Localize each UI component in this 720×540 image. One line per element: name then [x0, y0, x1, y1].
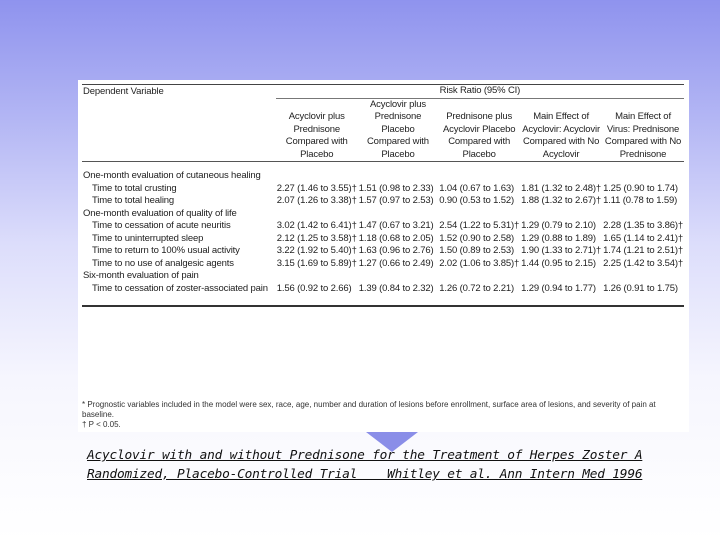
- row-label: Time to return to 100% usual activity: [92, 245, 240, 256]
- subheader-main-effect-prednisone: Main Effect of Virus: Prednisone Compared with No Prednisone: [604, 111, 682, 160]
- table-cell: 1.26 (0.72 to 2.21): [439, 282, 515, 294]
- table-cell: 1.56 (0.92 to 2.66): [276, 282, 352, 294]
- table-cell: 1.39 (0.84 to 2.32): [358, 282, 434, 294]
- risk-ratio-table: [82, 84, 684, 307]
- table-cell: 1.74 (1.21 to 2.51)†: [603, 245, 683, 256]
- table-row: [82, 258, 684, 271]
- table-cell: 1.44 (0.95 to 2.15): [521, 257, 596, 269]
- footnote-prognostic-variables: * Prognostic variables included in the model were sex, race, age, number and duration of lesions before enrollment, surface area of lesions, and severity of pain at baseline.: [82, 400, 656, 419]
- table-cell: 2.12 (1.25 to 3.58)†: [276, 232, 357, 244]
- table-row: [82, 220, 684, 233]
- row-label: Time to no use of analgesic agents: [92, 257, 234, 269]
- table-cell: 2.02 (1.06 to 3.85)†: [439, 257, 520, 269]
- table-subheader-row: [82, 98, 684, 162]
- subheader-prednisone-acyclovir-placebo: Prednisone plus Acyclovir Placebo Compared with Placebo: [442, 111, 516, 160]
- table-cell: 2.07 (1.26 to 3.38)†: [276, 195, 357, 206]
- table-cell: 1.81 (1.32 to 2.48)†: [521, 182, 602, 194]
- row-label: Time to total healing: [92, 195, 175, 206]
- row-label: Time to uninterrupted sleep: [92, 232, 204, 244]
- table-cell: 1.27 (0.66 to 2.49): [358, 257, 434, 269]
- table-cell: 2.27 (1.46 to 3.55)†: [276, 182, 357, 194]
- table-cell: 0.90 (0.53 to 1.52): [439, 195, 515, 206]
- subheader-acyclovir-prednisone: Acyclovir plus Prednisone Compared with Placebo: [285, 111, 348, 160]
- table-cell: 1.18 (0.68 to 2.05): [358, 232, 434, 244]
- table-cell: 1.47 (0.67 to 3.21): [358, 220, 434, 231]
- section-title: One-month evaluation of cutaneous healing: [83, 170, 261, 181]
- table-cell: 1.11 (0.78 to 1.59): [603, 195, 678, 206]
- table-cell: 1.63 (0.96 to 2.76): [358, 245, 434, 256]
- table-cell: 1.52 (0.90 to 2.58): [439, 232, 515, 244]
- figure-caption: [87, 446, 697, 484]
- table-cell: 2.54 (1.22 to 5.31)†: [439, 220, 520, 231]
- table-row: [82, 195, 684, 208]
- row-label: Time to cessation of zoster-associated pain: [92, 282, 268, 294]
- table-footnotes: [82, 400, 682, 430]
- caption-line-2: Randomized, Placebo-Controlled Trial Whitley et al. Ann Intern Med 1996: [87, 467, 643, 482]
- table-row: [82, 183, 684, 196]
- table-cell: 1.29 (0.88 to 1.89): [521, 232, 596, 244]
- table-cell: 2.28 (1.35 to 3.86)†: [603, 220, 683, 231]
- dependent-variable-header: Dependent Variable: [82, 85, 276, 99]
- subheader-acyclovir-prednisone-placebo: Acyclovir plus Prednisone Placebo Compared with Placebo: [366, 98, 429, 160]
- table-row: [82, 245, 684, 258]
- risk-ratio-group-header: Risk Ratio (95% CI): [276, 85, 684, 99]
- table-row: [82, 283, 684, 296]
- section-title: Six-month evaluation of pain: [83, 270, 199, 281]
- section-header-row: [82, 208, 684, 221]
- subheader-main-effect-acyclovir: Main Effect of Acyclovir: Acyclovir Compared with No Acyclovir: [522, 111, 600, 160]
- table-cell: 1.50 (0.89 to 2.53): [439, 245, 515, 256]
- table-cell: 1.25 (0.90 to 1.74): [603, 182, 678, 194]
- section-header-row: [82, 170, 684, 183]
- table-cell: 3.15 (1.69 to 5.89)†: [276, 257, 357, 269]
- row-label: Time to total crusting: [92, 182, 177, 194]
- risk-ratio-table-figure: [78, 80, 689, 432]
- table-cell: 1.88 (1.32 to 2.67)†: [521, 195, 602, 206]
- section-header-row: [82, 270, 684, 283]
- table-cell: 1.65 (1.14 to 2.41)†: [603, 232, 683, 244]
- table-cell: 3.02 (1.42 to 6.41)†: [276, 220, 357, 231]
- table-cell: 1.29 (0.79 to 2.10): [521, 220, 596, 231]
- section-title: One-month evaluation of quality of life: [83, 207, 237, 219]
- footnote-significance: † P < 0.05.: [82, 420, 121, 429]
- table-cell: 1.90 (1.33 to 2.71)†: [521, 245, 602, 256]
- table-cell: 1.04 (0.67 to 1.63): [439, 182, 515, 194]
- caption-line-1: Acyclovir with and without Prednisone for the Treatment of Herpes Zoster A: [87, 448, 643, 463]
- table-header-row: [82, 85, 684, 99]
- table-cell: 1.29 (0.94 to 1.77): [521, 282, 596, 294]
- table-cell: 1.51 (0.98 to 2.33): [358, 182, 434, 194]
- table-row: [82, 233, 684, 246]
- row-label: Time to cessation of acute neuritis: [92, 220, 231, 231]
- table-bottom-rule: [82, 295, 684, 306]
- table-cell: 3.22 (1.92 to 5.40)†: [276, 245, 357, 256]
- table-cell: 1.57 (0.97 to 2.53): [358, 195, 434, 206]
- table-cell: 2.25 (1.42 to 3.54)†: [603, 257, 683, 269]
- table-cell: 1.26 (0.91 to 1.75): [603, 282, 678, 294]
